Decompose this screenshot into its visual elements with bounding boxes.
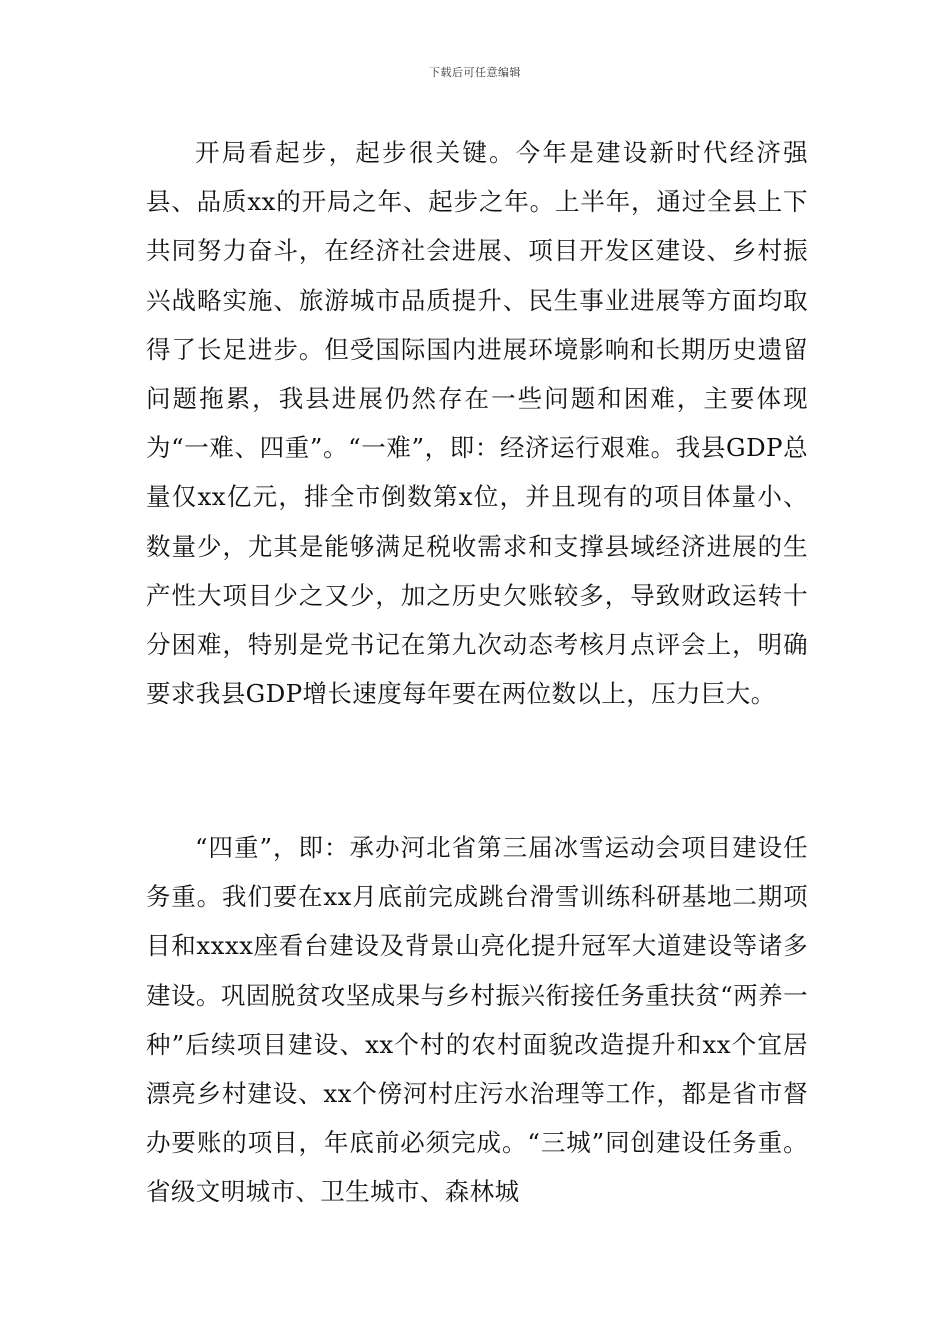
page-header: 下载后可任意编辑 <box>429 66 521 79</box>
paragraph-2: “四重”，即：承办河北省第三届冰雪运动会项目建设任务重。我们要在xx月底前完成跳台滑雪训练科研基地二期项目和xxxx座看台建设及背景山亮化提升冠军大道建设等诸多建设。巩固脱贫攻坚成果与乡村振兴衔接任务重扶贫“两养一种”后续项目建设、xx个村的农村面貌改造提升和xx个宜居漂亮乡村建设、xx个傍河村庄污水治理等工作，都是省市督办要账的项目，年底前必须完成。“三城”同创建设任务重。省级文明城市、卫生城市、森林城 <box>146 833 808 1207</box>
paragraph-1: 开局看起步，起步很关键。今年是建设新时代经济强县、品质xx的开局之年、起步之年。上半年，通过全县上下共同努力奋斗，在经济社会进展、项目开发区建设、乡村振兴战略实施、旅游城市品质提升、民生事业进展等方面均取得了长足进步。但受国际国内进展环境影响和长期历史遗留问题拖累，我县进展仍然存在一些问题和困难，主要体现为“一难、四重”。“一难”，即：经济运行艰难。我县GDP总量仅xx亿元，排全市倒数第x位，并且现有的项目体量小、数量少，尤其是能够满足税收需求和支撑县域经济进展的生产性大项目少之又少，加之历史欠账较多，导致财政运转十分困难，特别是党书记在第九次动态考核月点评会上，明确要求我县GDP增长速度每年要在两位数以上，压力巨大。 <box>146 138 808 709</box>
